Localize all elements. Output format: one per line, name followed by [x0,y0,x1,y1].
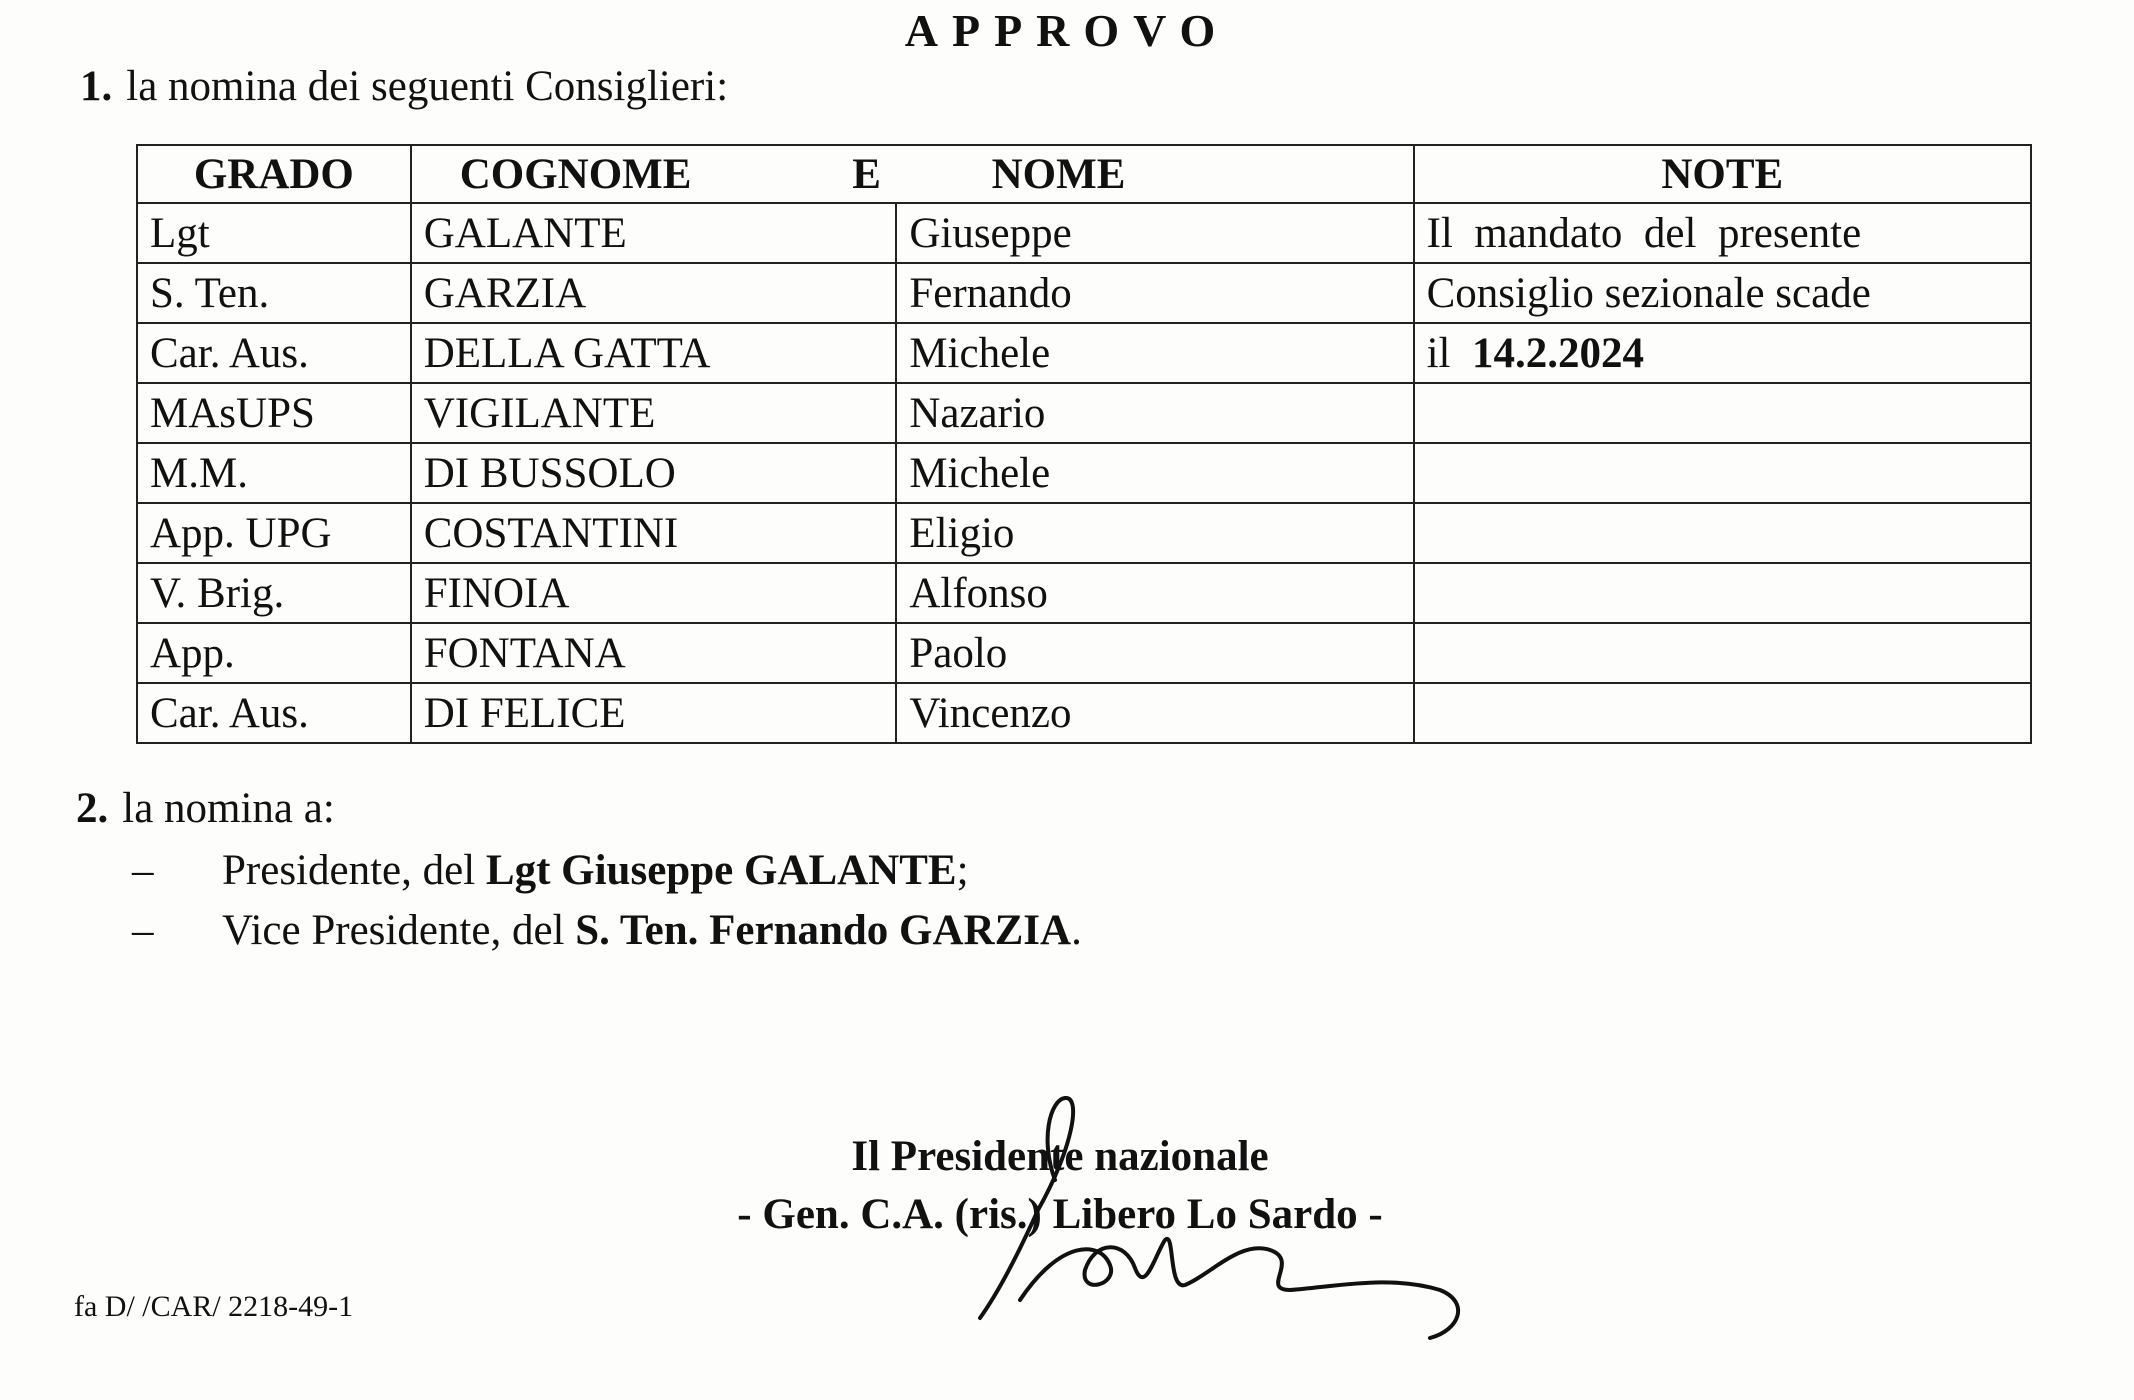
table-row [137,443,2031,503]
nome-cell: Giuseppe [896,203,1413,263]
grado-cell: Lgt [137,203,411,263]
table-header-row [137,145,2031,203]
nome-cell: Paolo [896,623,1413,683]
table-row [137,683,2031,743]
protocol-reference: fa D/ /CAR/ 2218-49-1 [74,1290,354,1323]
section-1-text: la nomina dei seguenti Consiglieri: [126,63,729,110]
grado-cell: MAsUPS [137,383,411,443]
header-note: NOTE [1414,145,2031,203]
note-date: 14.2.2024 [1471,329,1644,377]
table-row [137,383,2031,443]
dash-bullet: – [132,847,154,894]
note-cell [1414,443,2031,503]
note-cell [1414,323,2031,383]
cognome-cell: GARZIA [411,263,897,323]
note-cell [1414,263,2031,323]
table-row [137,323,2031,383]
grado-cell: Car. Aus. [137,683,411,743]
header-grado: GRADO [137,145,411,203]
section-2-heading [76,784,335,833]
cognome-cell: GALANTE [411,203,897,263]
section-1-heading [80,62,728,111]
list-item [132,846,1082,906]
table-row [137,203,2031,263]
section-1-number: 1. [80,63,113,110]
header-cognome-e-nome [411,145,1414,203]
grado-cell: S. Ten. [137,263,411,323]
note-cell [1414,203,2031,263]
appointments-list [132,846,1082,966]
note-text: Il mandato del presente [1426,209,1862,257]
section-2-text: la nomina a: [122,785,335,832]
note-cell [1414,683,2031,743]
grado-cell: App. UPG [137,503,411,563]
cognome-cell: DELLA GATTA [411,323,897,383]
cognome-cell: FINOIA [411,563,897,623]
person-name: Lgt Giuseppe GALANTE [485,847,957,894]
signatory-title: Il Presidente nazionale [851,1133,1269,1180]
list-item [132,906,1082,966]
person-name: S. Ten. Fernando GARZIA [575,907,1072,954]
signatory-name: - Gen. C.A. (ris.) Libero Lo Sardo - [737,1191,1383,1238]
cognome-cell: COSTANTINI [411,503,897,563]
nome-cell: Alfonso [896,563,1413,623]
note-text: il [1426,329,1472,377]
grado-cell: App. [137,623,411,683]
note-text: Consiglio sezionale scade [1426,269,1871,317]
nome-cell: Michele [896,443,1413,503]
grado-cell: Car. Aus. [137,323,411,383]
grado-cell: M.M. [137,443,411,503]
role-label: Presidente, del [222,847,486,894]
note-cell [1414,503,2031,563]
header-nome: NOME [991,150,1126,198]
nome-cell: Michele [896,323,1413,383]
cognome-cell: FONTANA [411,623,897,683]
nome-cell: Eligio [896,503,1413,563]
cognome-cell: VIGILANTE [411,383,897,443]
table-row [137,623,2031,683]
nome-cell: Fernando [896,263,1413,323]
punctuation: . [1071,907,1082,954]
handwritten-signature [960,1090,1500,1350]
table-row [137,563,2031,623]
note-cell [1414,383,2031,443]
table-row [137,263,2031,323]
header-e: E [852,150,881,198]
section-2-number: 2. [76,785,109,832]
grado-cell: V. Brig. [137,563,411,623]
header-cognome: COGNOME [459,150,692,198]
cognome-cell: DI FELICE [411,683,897,743]
council-members-table [136,144,2032,744]
dash-bullet: – [132,907,154,954]
nome-cell: Nazario [896,383,1413,443]
note-cell [1414,563,2031,623]
role-label: Vice Presidente, del [222,907,576,954]
note-cell [1414,623,2031,683]
document-title: APPROVO [904,5,1230,56]
table-row [137,503,2031,563]
punctuation: ; [956,847,969,894]
cognome-cell: DI BUSSOLO [411,443,897,503]
nome-cell: Vincenzo [896,683,1413,743]
